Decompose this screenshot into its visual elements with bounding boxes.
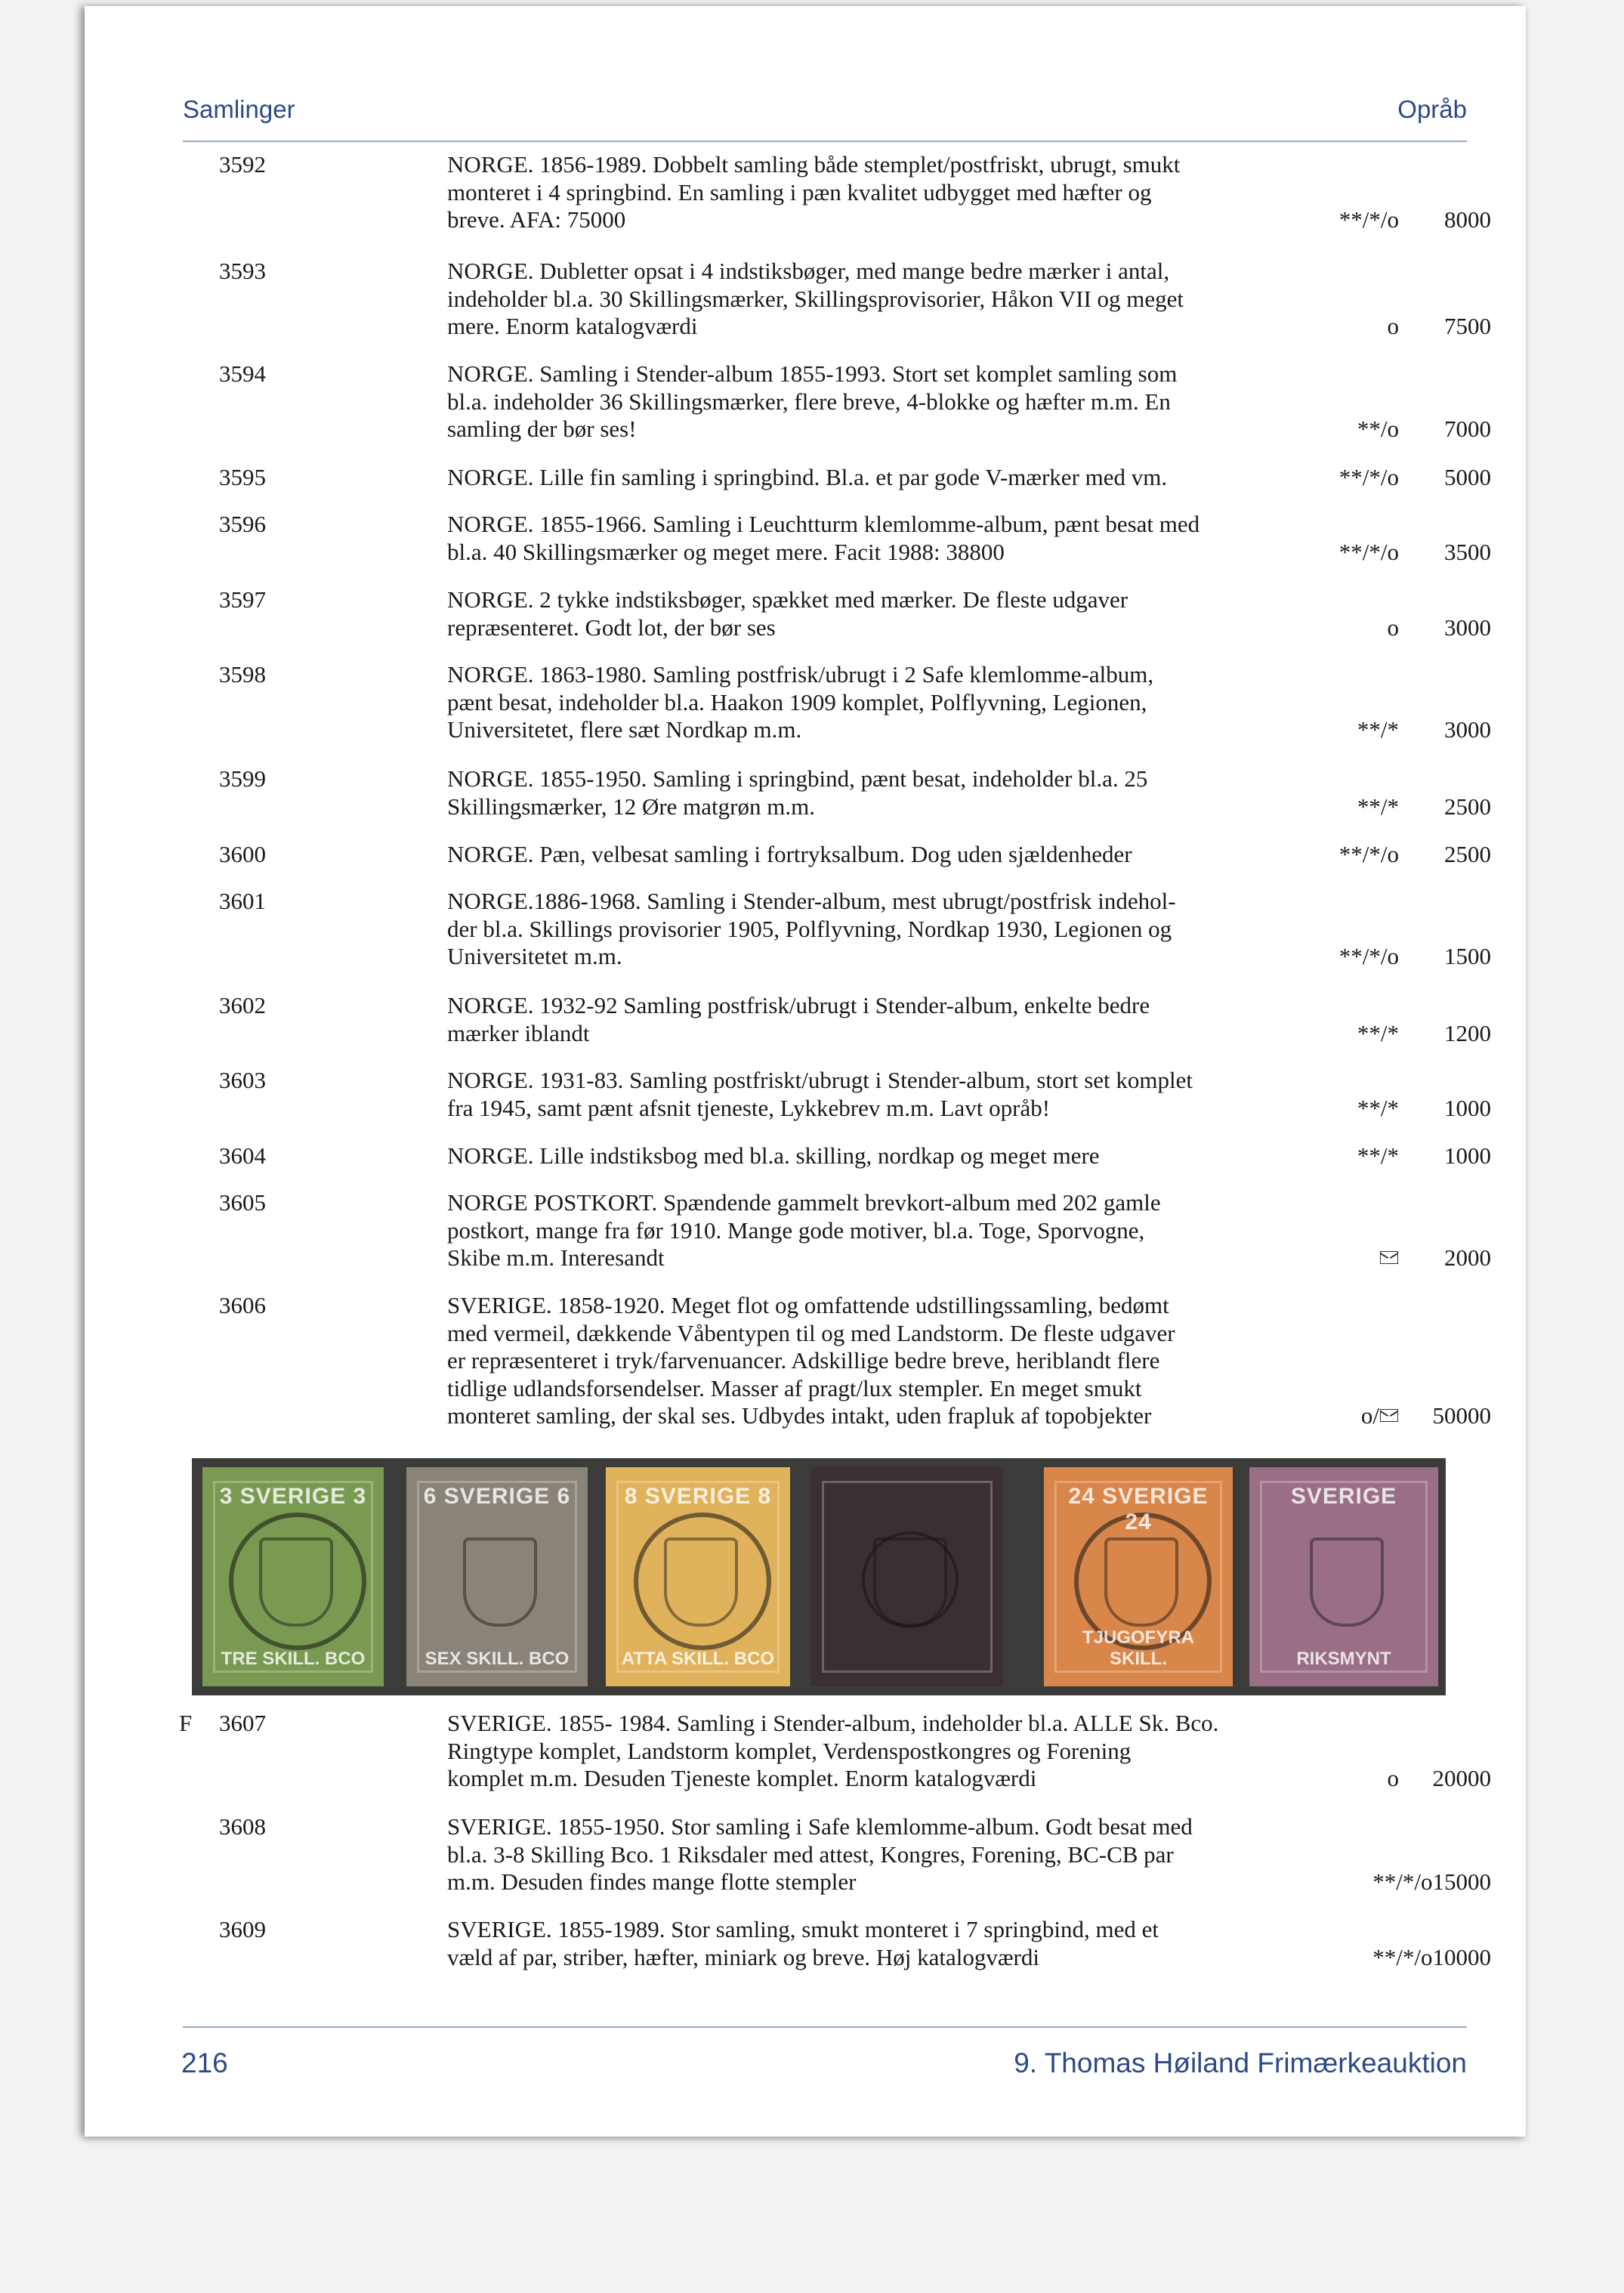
lot-condition-text: o/ [1360,1402,1379,1429]
lot-number: 3597 [219,586,266,613]
lot-description-line: monteret i 4 springbind. En samling i pæn kvalitet udbygget med hæfter og [447,178,1152,206]
lot-price: 2500 [1444,841,1491,867]
lot-description-line: Skibe m.m. Interesandt [447,1244,665,1271]
lot-description [447,151,1418,234]
lot-condition-text: **/* [1357,716,1399,743]
postmark-icon [862,1531,959,1628]
lot-description-line: Universitetet, flere sæt Nordkap m.m. [447,716,802,743]
lot-description-line: SVERIGE. 1855-1989. Stor samling, smukt monteret i 7 springbind, med et [447,1916,1159,1942]
stamp-top-inscription: 3 SVERIGE 3 [219,1484,367,1509]
lot-description-line: bl.a. indeholder 36 Skillingsmærker, flere breve, 4-blokke og hæfter m.m. En [447,388,1171,415]
lot-description [447,992,1418,1047]
lot-price: 3000 [1444,716,1491,743]
lot-condition [1388,1765,1400,1793]
lot-description-line: mere. Enorm katalogværdi [447,313,698,339]
lot-description-line: SVERIGE. 1855- 1984. Samling i Stender-album, indeholder bl.a. ALLE Sk. Bco. [447,1710,1219,1736]
lot-description [447,464,1418,492]
lot-description-line: NORGE. 1931-83. Samling postfriskt/ubrugt i Stender-album, stort set komplet [447,1067,1193,1093]
lot-description-line: komplet m.m. Desuden Tjeneste komplet. Enorm katalogværdi [447,1765,1037,1791]
lot-condition-text: **/*/o10000 [1372,1943,1491,1970]
lot-price: 7500 [1444,313,1491,339]
lot-description-line: NORGE. Lille indstiksbog med bl.a. skilling, nordkap og meget mere [447,1142,1100,1169]
lot-number: 3609 [219,1916,266,1942]
lot-price: 1500 [1444,943,1491,969]
lot-condition [1357,1095,1399,1123]
lot-description-line: tidlige udlandsforsendelser. Masser af pragt/lux stempler. En meget smukt [447,1374,1142,1401]
lot-condition [1339,539,1399,567]
lot-number: 3603 [219,1067,266,1093]
lot-condition [1372,1944,1491,1972]
lot-condition [1372,1868,1491,1896]
lot-description-line: der bl.a. Skillings provisorier 1905, Polflyvning, Nordkap 1930, Legionen og [447,915,1172,942]
lot-description-line: NORGE. Samling i Stender-album 1855-1993. Stort set komplet samling som [447,360,1178,387]
lot-description-line: SVERIGE. 1855-1950. Stor samling i Safe klemlomme-album. Godt besat med [447,1813,1193,1840]
lot-number: 3606 [219,1292,266,1318]
lot-description-line: væld af par, striber, hæfter, miniark og breve. Høj katalogværdi [447,1943,1039,1970]
lot-description-line: NORGE.1886-1968. Samling i Stender-album, mest ubrugt/postfrisk indehol- [447,888,1176,914]
lot-price: 2000 [1444,1244,1491,1271]
footer-divider [183,2026,1467,2028]
lot-number: 3602 [219,992,266,1018]
lot-description [447,258,1418,341]
lot-condition-text: **/* [1357,1019,1399,1046]
lot-description-line: er repræsenteret i tryk/farvenuancer. Adskillige bedre breve, heriblandt flere [447,1347,1160,1374]
lot-number: 3601 [219,888,266,914]
stamp-bottom-inscription: TRE SKILL. BCO [221,1649,366,1669]
column-title-opraab: Opråb [1397,95,1467,123]
lot-number: 3600 [219,841,266,867]
lot-description-line: NORGE. 2 tykke indstiksbøger, spækket med mærker. De fleste udgaver [447,586,1128,613]
lot-description-line: Skillingsmærker, 12 Øre matgrøn m.m. [447,793,815,820]
lot-number: 3593 [219,258,266,284]
lot-condition-text: **/*/o15000 [1372,1868,1491,1895]
stamp-image [1249,1467,1438,1686]
lot-condition-text: **/* [1357,793,1399,820]
stamp-photo-strip [192,1458,1446,1695]
envelope-icon [1380,1251,1398,1264]
lot-condition-text: **/*/o [1338,841,1399,867]
lot-flag: F [179,1710,193,1736]
lot-description-line: pænt besat, indeholder bl.a. Haakon 1909 komplet, Polflyvning, Legionen, [447,688,1147,715]
lot-description-line: monteret samling, der skal ses. Udbydes intakt, uden frapluk af topobjekter [447,1402,1152,1429]
auction-title: 9. Thomas Høiland Frimærkeauktion [1014,2047,1467,2078]
lot-condition-text: **/*/o [1338,538,1399,565]
lot-description-line: postkort, mange fra før 1910. Mange gode motiver, bl.a. Toge, Sporvogne, [447,1216,1145,1244]
lot-description-line: fra 1945, samt pænt afsnit tjeneste, Lykkebrev m.m. Lavt opråb! [447,1094,1051,1121]
lot-description-line: mærker iblandt [447,1019,590,1046]
lot-price: 3000 [1444,613,1491,641]
lot-description-line: Universitetet m.m. [447,943,622,969]
lot-description-line: m.m. Desuden findes mange flotte stempler [447,1868,857,1895]
lot-description [447,1189,1418,1272]
lot-number: 3594 [219,360,266,387]
lot-description [447,1813,1418,1896]
stamp-top-inscription: 6 SVERIGE 6 [423,1484,571,1509]
lot-condition [1339,841,1399,869]
lot-number: 3595 [219,464,266,490]
stamp-image [1044,1467,1233,1686]
stamp-bottom-inscription: SEX SKILL. BCO [425,1649,570,1669]
stamp-image [406,1467,588,1686]
page-number: 216 [181,2047,228,2078]
lot-price: 2500 [1444,793,1491,820]
lot-condition [1361,1402,1399,1430]
lot-condition [1357,1142,1399,1170]
lot-number: 3608 [219,1813,266,1840]
lot-number: 3596 [219,511,266,537]
lot-description-line: repræsenteret. Godt lot, der bør ses [447,613,776,641]
lot-condition [1388,313,1400,341]
lot-description [447,1067,1418,1122]
stamp-image [202,1467,384,1686]
stamp-top-inscription: 8 SVERIGE 8 [624,1484,772,1509]
lot-description [447,1710,1418,1793]
stamp-top-inscription: SVERIGE [1290,1484,1397,1509]
lot-condition-text: **/*/o [1338,943,1399,969]
lot-description-line: SVERIGE. 1858-1920. Meget flot og omfattende udstillingssamling, bedømt [447,1292,1169,1318]
lot-number: 3605 [219,1189,266,1216]
lot-condition [1339,943,1399,971]
lot-description [447,360,1418,443]
lot-description-line: NORGE. 1855-1950. Samling i springbind, pænt besat, indeholder bl.a. 25 [447,765,1148,792]
lot-condition-text: o [1387,1765,1399,1791]
lot-description-line: NORGE. Pæn, velbesat samling i fortryksalbum. Dog uden sjældenheder [447,841,1132,867]
postmark-icon [229,1513,366,1650]
lot-price: 8000 [1444,206,1491,233]
lot-description [447,661,1418,744]
lot-description [447,1142,1418,1170]
stamp-image [811,1467,1003,1686]
lot-description-line: samling der bør ses! [447,416,637,442]
lot-condition-text: o [1387,313,1399,339]
lot-condition [1379,1244,1399,1272]
lot-description [447,1916,1418,1971]
stamp-bottom-inscription: RIKSMYNT [1296,1649,1391,1669]
lot-number: 3607 [219,1710,266,1736]
lot-condition-text: **/o [1357,416,1399,442]
lot-description-line: NORGE. Dubletter opsat i 4 indstiksbøger, med mange bedre mærker i antal, [447,258,1170,284]
lot-condition-text: o [1387,613,1399,641]
lot-condition-text: **/*/o [1338,464,1399,490]
lot-condition-text: **/*/o [1338,206,1399,233]
stamp-bottom-inscription: TJUGOFYRA SKILL. [1082,1627,1194,1669]
lot-price: 3500 [1444,538,1491,565]
lot-description [447,1292,1418,1430]
stamp-top-inscription: 24 SVERIGE 24 [1068,1484,1209,1534]
lot-number: 3592 [219,151,266,178]
catalogue-page [85,6,1526,2137]
lot-price: 1000 [1444,1142,1491,1169]
lot-description [447,888,1418,971]
coat-of-arms-icon [1310,1537,1384,1627]
lot-price: 1000 [1444,1094,1491,1121]
lot-description-line: med vermeil, dækkende Våbentypen til og med Landstorm. De fleste udgaver [447,1319,1175,1346]
postmark-icon [634,1513,771,1650]
section-title: Samlinger [183,95,295,123]
lot-condition [1339,206,1399,234]
lot-price: 20000 [1432,1765,1491,1791]
lot-price: 50000 [1432,1402,1491,1429]
lot-description-line: indeholder bl.a. 30 Skillingsmærker, Skillingsprovisorier, Håkon VII og meget [447,285,1184,312]
lot-description-line: NORGE. 1856-1989. Dobbelt samling både stemplet/postfriskt, ubrugt, smukt [447,151,1181,178]
lot-description-line: breve. AFA: 75000 [447,206,626,233]
lot-description-line: NORGE. 1855-1966. Samling i Leuchtturm klemlomme-album, pænt besat med [447,511,1200,537]
lot-condition [1388,614,1400,642]
lot-description-line: NORGE. Lille fin samling i springbind. Bl.a. et par gode V-mærker med vm. [447,464,1168,490]
header-divider [183,141,1467,142]
lot-price: 1200 [1444,1019,1491,1046]
lot-number: 3599 [219,765,266,792]
lot-condition-text: **/* [1357,1094,1399,1121]
lot-description-line: NORGE. 1932-92 Samling postfrisk/ubrugt i Stender-album, enkelte bedre [447,992,1150,1018]
lot-description [447,586,1418,641]
lot-price: 5000 [1444,464,1491,490]
lot-description [447,765,1418,820]
lot-description-line: bl.a. 40 Skillingsmærker og meget mere. Facit 1988: 38800 [447,538,1005,565]
envelope-icon [1380,1409,1398,1422]
lot-description-line: Ringtype komplet, Landstorm komplet, Verdenspostkongres og Forening [447,1737,1132,1764]
lot-condition [1357,793,1399,821]
stamp-bottom-inscription: ATTA SKILL. BCO [621,1649,775,1669]
lot-price: 7000 [1444,416,1491,442]
lot-condition [1339,464,1399,492]
lot-description [447,841,1418,869]
lot-number: 3598 [219,661,266,688]
lot-description-line: NORGE. 1863-1980. Samling postfrisk/ubrugt i 2 Safe klemlomme-album, [447,661,1154,688]
lot-description-line: bl.a. 3-8 Skilling Bco. 1 Riksdaler med attest, Kongres, Forening, BC-CB par [447,1840,1174,1868]
coat-of-arms-icon [463,1537,537,1627]
lot-condition [1357,1020,1399,1048]
stamp-image [606,1467,790,1686]
lot-description-line: NORGE POSTKORT. Spændende gammelt brevkort-album med 202 gamle [447,1189,1161,1216]
lot-condition [1357,716,1399,744]
lot-description [447,511,1418,566]
lot-condition [1357,416,1399,443]
lot-condition-text: **/* [1357,1142,1399,1169]
lot-number: 3604 [219,1142,266,1169]
